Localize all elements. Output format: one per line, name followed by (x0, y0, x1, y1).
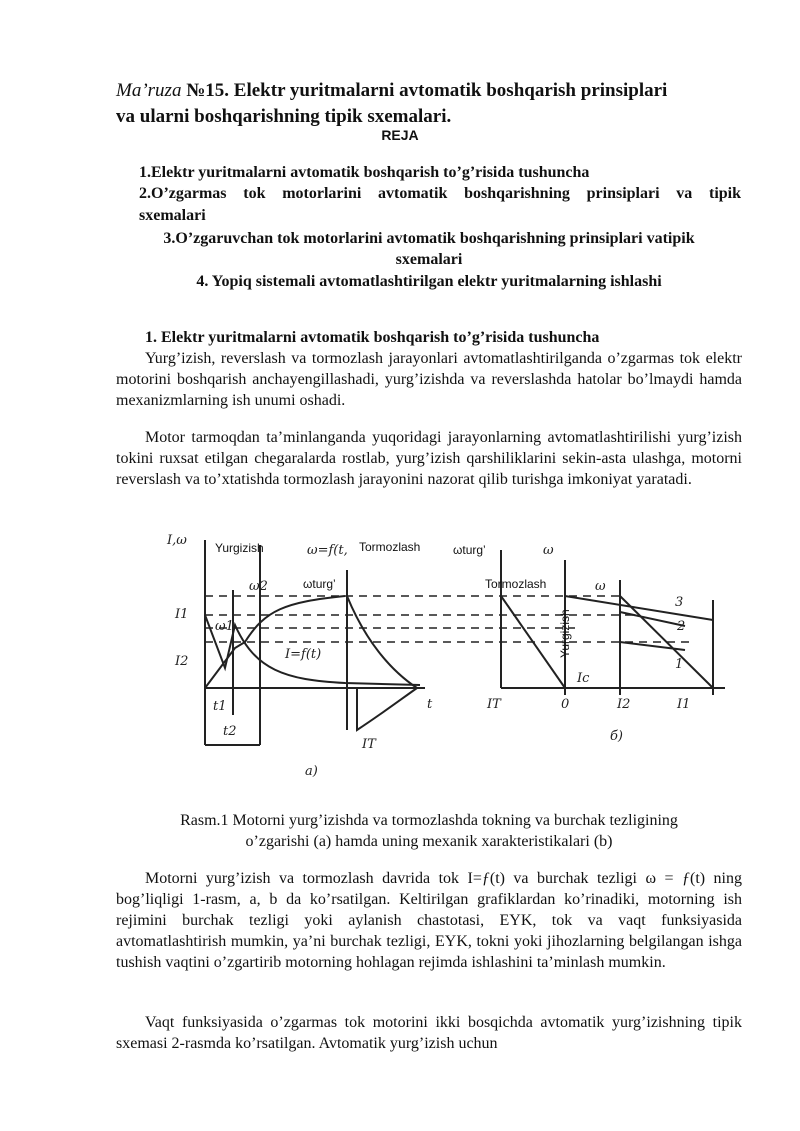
label-b-ic: Ic (577, 671, 590, 686)
paragraph-1 (116, 348, 742, 411)
document-title (116, 78, 756, 130)
paragraph-4-text: Vaqt funksiyasida o’zgarmas tok motorini ikki bosqichda avtomatik yurg’izishning tipik sxemasi 2-rasmda ko’rsatilgan. Avtomatik yurg’izish uchun (116, 1014, 742, 1052)
plan-item-1: 1.Elektr yuritmalarni avtomatik boshqarish to’g’risida tushuncha (139, 164, 590, 181)
paragraph-3-text (116, 868, 742, 973)
section-heading: 1. Elektr yuritmalarni avtomatik boshqarish to’g’risida tushuncha (145, 329, 600, 346)
label-omega-turg: ωturg’ (453, 543, 486, 557)
para3-part-b: (t) va burchak tezligi ω = (489, 870, 682, 887)
label-b-i2: I2 (617, 697, 631, 712)
f-symbol-1: ƒ (481, 870, 490, 887)
label-curve-2: 2 (677, 619, 686, 634)
paragraph-1-text: Yurg’izish, reverslash va tormozlash jarayonlari avtomatlashtirilganda o’zgarmas tok elektr motorini boshqarish anchayengillashadi, yurg’izishda va reverslashda hatolar bo’lmaydi hamda mexanizmlarning ish unumi oshadi. (116, 350, 742, 409)
axis-label-a: I,ω (167, 533, 187, 548)
plan-item-4: 4. Yopiq sistemali avtomatlashtirilgan elektr yuritmalarning ishlashi (196, 273, 662, 290)
f-symbol-2: ƒ (681, 870, 690, 887)
label-omega1: ω1 (215, 619, 234, 634)
label-curve-3: 3 (675, 595, 684, 610)
label-b-i1: I1 (677, 697, 691, 712)
label-t1: t1 (213, 699, 227, 714)
label-omega-turg-2: ωturg’ (303, 577, 336, 591)
label-tormozlash-2: Tormozlash (485, 577, 547, 591)
plan-item-2-cont: sxemalari (139, 207, 206, 224)
plan-item-2: 2.O’zgarmas tok motorlarini avtomatik boshqarishning prinsiplari va tipik (139, 185, 741, 202)
label-i2: I2 (175, 654, 189, 669)
label-yurgizish: Yurgizish (215, 541, 264, 555)
paragraph-2 (116, 427, 742, 490)
paragraph-3 (116, 868, 742, 973)
label-omega2: ω2 (249, 579, 268, 594)
label-it: IT (362, 737, 376, 752)
plan-item-3: 3.O’zgaruvchan tok motorlarini avtomatik boshqarishning prinsiplari vatipik (163, 230, 695, 247)
title-line2: va ularni boshqarishning tipik sxemalari. (116, 106, 452, 127)
para3-part-c: (t) ning bog’liqligi 1-rasm, a, b da ko’rsatilgan. Keltirilgan grafiklardan ko’rinadiki, motorning ish rejimini burchak tezligi yoki aylanish chastotasi, EYK, tok va vaqt funksiyasida avtomatlashtirish mumkin, ya’ni burchak tezligi, EYK, tokni yoki jihozlarning belgilangan ishga tushish vaqtini o’zgartirib motorning hohlagan rejimda ishlashini ta’minlash mumkin. (116, 870, 743, 971)
label-a: a) (305, 764, 318, 779)
label-b: б) (610, 729, 624, 744)
title-prefix: Ma’ruza (116, 80, 182, 101)
label-b-0: 0 (561, 697, 570, 712)
caption-line-1: Rasm.1 Motorni yurg’izishda va tormozlashda tokning va burchak tezligining (180, 812, 678, 829)
label-curve-1: 1 (675, 657, 684, 672)
label-i1: I1 (175, 607, 189, 622)
axis-equation: ω=f(t, (307, 543, 348, 558)
label-omega-b: ω (543, 543, 554, 558)
paragraph-4 (116, 1012, 742, 1054)
label-t2: t2 (223, 724, 237, 739)
figure-1 (165, 530, 755, 792)
para3-part-a: Motorni yurg’izish va tormozlash davrida tok I= (145, 870, 482, 887)
label-b-it: IT (487, 697, 501, 712)
label-tormozlash: Tormozlash (359, 540, 421, 554)
caption-line-2: o’zgarishi (a) hamda uning mexanik xarakteristikalari (b) (245, 833, 613, 850)
label-omega-b2: ω (595, 579, 606, 594)
reja-heading: REJA (381, 127, 419, 143)
plan-item-3-cont: sxemalari (395, 251, 463, 268)
label-yurgizish-2: Yurgizish (558, 609, 572, 658)
figure-caption (116, 810, 742, 852)
paragraph-2-text: Motor tarmoqdan ta’minlanganda yuqoridagi jarayonlarning avtomatlashtirilishi yurg’izish tokini ruxsat etilgan chegaralarda rostlab, yurg’izish qarshiliklarini sekin-asta ulashga, motorni reverslash va to’xtatishda tormozlash jarayonini nazorat qilib turishga imkoniyat yaratadi. (116, 429, 742, 488)
label-t: t (427, 697, 433, 712)
title-main: №15. Elektr yuritmalarni avtomatik boshqarish prinsiplari (181, 80, 668, 101)
label-i-f: I=f(t) (285, 647, 322, 662)
